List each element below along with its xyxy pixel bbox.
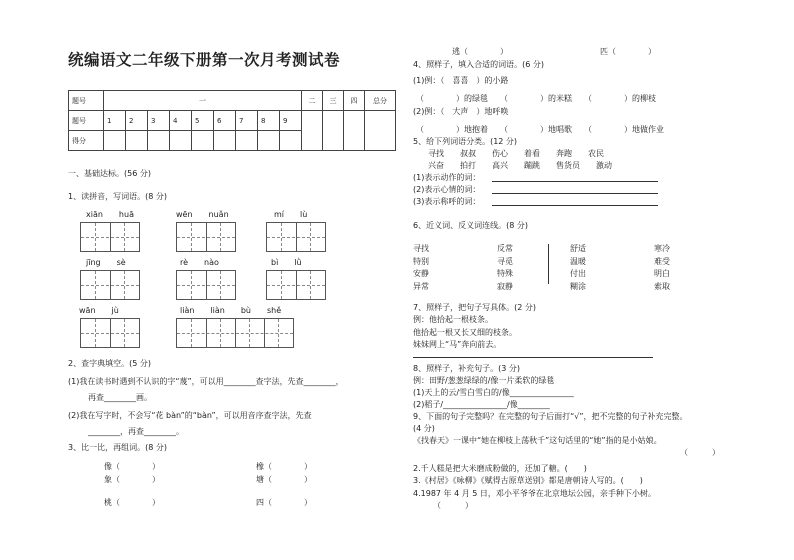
table-cell — [258, 131, 280, 151]
question-2: 2、查字典填空。(5 分) — [68, 359, 151, 368]
question-text: ________，再查________。 — [88, 427, 184, 436]
pinyin-label: liàn liàn bù shě — [180, 306, 282, 315]
category-label: (3)表示称呼的词： — [413, 197, 481, 206]
answer-bracket[interactable]: （ ） — [680, 448, 720, 457]
list-item[interactable]: 寻觅 — [497, 256, 513, 266]
table-cell: 三 — [323, 91, 344, 111]
table-cell — [302, 111, 323, 151]
question-text: 例：他拾起一根枝条。 — [413, 315, 493, 324]
question-3: 3、比一比，再组词。(8 分) — [68, 443, 167, 452]
pinyin-label: xiān huā — [86, 210, 134, 219]
answer-line[interactable] — [413, 357, 653, 358]
list-item[interactable]: 特别 — [413, 256, 429, 266]
pinyin-label: rè nào — [180, 258, 219, 267]
table-cell: 9 — [280, 111, 302, 131]
list-item[interactable]: 寻找 — [413, 244, 429, 253]
compare-item: 塘（ ） — [256, 475, 312, 484]
answer-line[interactable] — [492, 193, 658, 194]
question-text: （ ）的绿毯 （ ）的米糕 （ ）的柳枝 — [416, 94, 656, 103]
question-text: (4 分) — [413, 424, 435, 433]
list-item[interactable]: 难受 — [654, 256, 670, 266]
question-8: 8、照样子，补充句子。(3 分) — [413, 364, 520, 373]
table-cell: 四 — [344, 91, 365, 111]
table-cell: 得分 — [69, 131, 104, 151]
column-divider — [548, 244, 549, 284]
question-5: 5、给下列词语分类。(12 分) — [413, 137, 518, 146]
table-cell: 题号 — [69, 111, 104, 131]
list-item[interactable]: 舒适 — [570, 244, 586, 253]
word-column — [654, 243, 670, 293]
pinyin-label: mí lù — [274, 210, 308, 219]
answer-line[interactable] — [492, 205, 658, 206]
question-text: (2)例：（ 大声 ）地呼唤 — [413, 107, 509, 116]
compare-item: 象（ ） — [104, 475, 160, 484]
question-text: 妹妹网上“马”奔向前去。 — [413, 340, 502, 349]
writing-grid[interactable] — [176, 270, 236, 300]
list-item[interactable]: 温暖 — [570, 256, 586, 266]
table-cell: 题号 — [69, 91, 104, 111]
writing-grid[interactable] — [80, 270, 140, 300]
question-text: (1)例：（ 喜喜 ）的小路 — [413, 76, 509, 85]
pinyin-label: wān jù — [79, 306, 119, 315]
table-cell — [170, 131, 192, 151]
question-text: (1)我在读书时遇到不认识的字“蔑”，可以用________查字法，先查________， — [68, 377, 344, 386]
word-column — [570, 243, 586, 293]
word-column — [413, 243, 429, 293]
table-cell: 8 — [258, 111, 280, 131]
pinyin-label: wēn nuǎn — [176, 210, 229, 219]
table-cell: 1 — [104, 111, 126, 131]
table-cell: 二 — [302, 91, 323, 111]
word-list: 兴奋 拍打 高兴 蹦跳 售货员 激动 — [428, 161, 612, 170]
page-title: 统编语文二年级下册第一次月考测试卷 — [68, 51, 341, 69]
list-item[interactable]: 索取 — [654, 281, 670, 291]
table-cell: 2 — [126, 111, 148, 131]
pinyin-label: bì lǜ — [271, 258, 302, 267]
compare-item: 四（ ） — [256, 498, 312, 507]
word-list: 寻找 叔叔 伤心 着看 奔跑 农民 — [428, 149, 604, 158]
list-item[interactable]: 反常 — [497, 244, 513, 253]
writing-grid[interactable] — [266, 222, 326, 252]
list-item[interactable]: 糊涂 — [570, 281, 586, 291]
table-cell: 7 — [236, 111, 258, 131]
question-text: (2)稻子/________________/像________ — [413, 400, 550, 409]
writing-grid[interactable] — [80, 318, 140, 348]
list-item[interactable]: 异常 — [413, 281, 429, 291]
question-4: 4、照样子，填入合适的词语。(6 分) — [413, 60, 544, 69]
compare-item: 像（ ） — [104, 462, 160, 471]
table-row — [69, 91, 396, 111]
question-text: 3.《村居》《咏柳》《赋得古原草送别》都是唐朝诗人写的。( ) — [413, 476, 643, 485]
question-text: (1)天上的云/雪白雪白的/像________________ — [413, 388, 574, 397]
question-text: （ ）地抱着 （ ）地唱歌 （ ）地做作业 — [416, 125, 664, 134]
writing-grid[interactable] — [266, 270, 326, 300]
list-item[interactable]: 付出 — [570, 269, 586, 278]
table-cell: 6 — [214, 111, 236, 131]
word-column — [497, 243, 513, 293]
table-cell — [126, 131, 148, 151]
list-item[interactable]: 安静 — [413, 269, 429, 278]
answer-line[interactable] — [492, 181, 658, 182]
question-text: 他拾起一根又长又细的枝条。 — [413, 328, 517, 337]
table-cell: 3 — [148, 111, 170, 131]
compare-item: 逃（ ） — [452, 47, 508, 56]
score-table — [68, 90, 396, 151]
question-text: 《找春天》一课中“她在柳枝上荡秋千”这句话里的“她”指的是小姑娘。 — [413, 436, 662, 445]
list-item[interactable]: 明白 — [654, 269, 670, 278]
section-heading: 一、基础达标。(56 分) — [68, 169, 151, 178]
question-text: 例：田野/葱葱绿绿的/像一片柔软的绿毯 — [413, 376, 555, 385]
question-text: 再查________画。 — [88, 393, 152, 402]
table-cell — [104, 131, 126, 151]
compare-item: 匹（ ） — [600, 47, 656, 56]
question-6: 6、近义词、反义词连线。(8 分) — [413, 221, 528, 230]
table-cell — [214, 131, 236, 151]
question-7: 7、照样子，把句子写具体。(2 分) — [413, 303, 536, 312]
table-row — [69, 111, 396, 131]
table-cell: 4 — [170, 111, 192, 131]
table-cell: 一 — [104, 91, 302, 111]
compare-item: 橡（ ） — [256, 462, 312, 471]
question-text: 4.1987 年 4 月 5 日，邓小平爷爷在北京地坛公园，亲手种下小树。 — [413, 489, 656, 498]
list-item[interactable]: 寂静 — [497, 281, 513, 291]
table-cell — [280, 131, 302, 151]
table-cell — [192, 131, 214, 151]
table-cell — [365, 111, 396, 151]
writing-grid[interactable] — [176, 318, 294, 348]
table-cell — [344, 111, 365, 151]
table-cell — [323, 111, 344, 151]
answer-bracket[interactable]: （ ） — [433, 501, 473, 510]
question-text: 2.千人糕是把大米磨成粉做的，还加了糖。( ) — [413, 464, 587, 473]
pinyin-label: jīng sè — [86, 258, 126, 267]
question-9: 9、下面的句子完整吗？在完整的句子后面打“√”，把不完整的句子补充完整。 — [413, 412, 688, 421]
compare-item: 桃（ ） — [104, 498, 160, 507]
table-cell — [148, 131, 170, 151]
table-cell — [236, 131, 258, 151]
list-item[interactable]: 寒冷 — [654, 244, 670, 253]
category-label: (2)表示心情的词： — [413, 185, 481, 194]
question-1: 1、读拼音，写词语。(8 分) — [68, 192, 167, 201]
writing-grid[interactable] — [80, 222, 140, 252]
question-text: (2)我在写字时，不会写“花 bàn”的“bàn”，可以用音序查字法，先查 — [68, 411, 312, 420]
list-item[interactable]: 特殊 — [497, 269, 513, 278]
writing-grid[interactable] — [176, 222, 236, 252]
table-cell: 5 — [192, 111, 214, 131]
category-label: (1)表示动作的词： — [413, 173, 481, 182]
table-cell: 总分 — [365, 91, 396, 111]
